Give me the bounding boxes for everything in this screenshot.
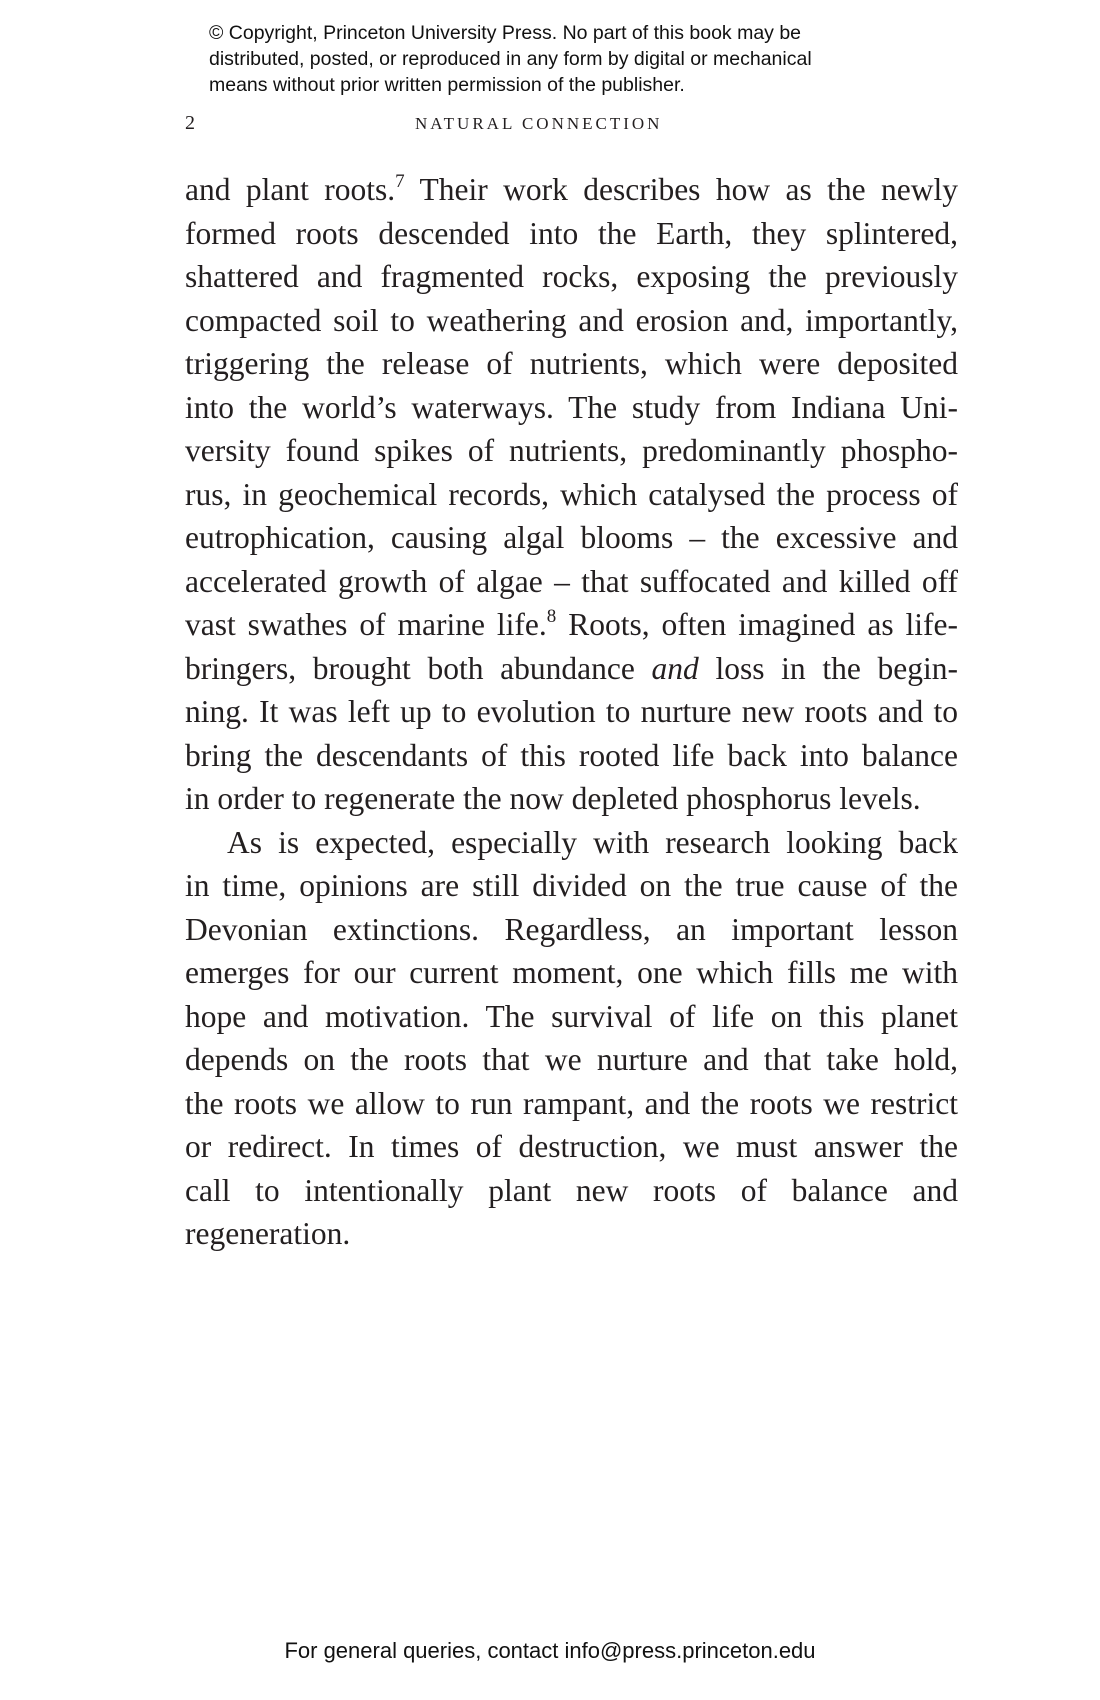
- text-line: shattered and fragmented rocks, exposing the previously: [185, 259, 958, 294]
- running-head: NATURAL CONNECTION: [415, 114, 663, 133]
- text-span: Roots, often imagined as life-: [556, 607, 958, 642]
- text-line: accelerated growth of algae – that suffocated and killed off: [185, 563, 958, 599]
- text-line: the roots we allow to run rampant, and the roots we restrict: [185, 1085, 958, 1121]
- text-line: triggering the release of nutrients, which were deposited: [185, 346, 958, 381]
- text-line: into the world’s waterways. The study from Indiana Uni-: [185, 389, 958, 425]
- text-span: loss in the begin-: [698, 650, 958, 686]
- text-line: call to intentionally plant new roots of balance and: [185, 1172, 958, 1208]
- text-line: eutrophication, causing algal blooms – the excessive and: [185, 520, 958, 555]
- text-line: regeneration.: [185, 1216, 351, 1251]
- text-line: ning. It was left up to evolution to nurture new roots and to: [185, 694, 958, 729]
- text-line: or redirect. In times of destruction, we must answer the: [185, 1129, 958, 1164]
- text-line: in order to regenerate the now depleted phosphorus levels.: [185, 781, 921, 816]
- text-span: and plant roots.: [185, 172, 396, 207]
- footer-contact: For general queries, contact info@press.princeton.edu: [284, 1638, 816, 1663]
- copyright-line: means without prior written permission of the publisher.: [209, 74, 685, 96]
- text-line: in time, opinions are still divided on the true cause of the: [185, 868, 958, 903]
- page-number: 2: [185, 112, 195, 134]
- text-line: formed roots descended into the Earth, they splintered,: [185, 215, 958, 251]
- text-line: [185, 647, 958, 691]
- copyright-line: distributed, posted, or reproduced in any form by digital or mechanical: [209, 48, 812, 70]
- text-line: compacted soil to weathering and erosion and, importantly,: [185, 302, 958, 338]
- text-span: vast swathes of marine life.: [185, 607, 547, 642]
- copyright-notice: [209, 20, 929, 98]
- text-span: Their work describes how as the newly: [404, 172, 959, 207]
- text-line: emerges for our current moment, one which fills me with: [185, 955, 958, 990]
- text-line: bring the descendants of this rooted life back into balance: [185, 737, 958, 773]
- text-span: bringers, brought both abundance: [185, 650, 652, 686]
- text-line: hope and motivation. The survival of life on this planet: [185, 998, 958, 1034]
- body-text: [185, 168, 958, 1256]
- copyright-line: © Copyright, Princeton University Press. No part of this book may be: [209, 22, 802, 44]
- text-line: [185, 603, 958, 647]
- text-line: As is expected, especially with research looking back: [227, 824, 958, 860]
- text-line: Devonian extinctions. Regardless, an important lesson: [185, 911, 958, 947]
- footnote-ref: 8: [546, 606, 557, 627]
- text-line: rus, in geochemical records, which catalysed the process of: [185, 476, 958, 512]
- text-line: [185, 168, 958, 212]
- text-line: depends on the roots that we nurture and that take hold,: [185, 1042, 958, 1077]
- text-line: versity found spikes of nutrients, predominantly phospho-: [185, 433, 958, 468]
- emphasis: and: [651, 650, 699, 686]
- footnote-ref: 7: [395, 171, 405, 192]
